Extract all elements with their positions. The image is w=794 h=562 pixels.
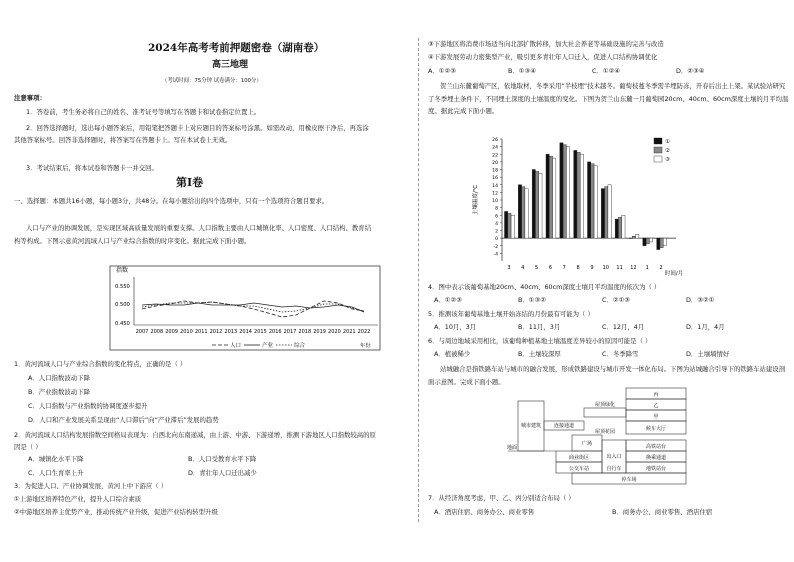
label-roof-green: 屋顶绿化 [594, 402, 616, 408]
station-diagram [504, 385, 764, 495]
chart-2-ytick-label: 18 [492, 168, 498, 174]
chart-1-year-label: 2020 [328, 329, 341, 335]
q6-option-d[interactable]: D．土壤墒情好 [686, 350, 730, 358]
q3-option-a[interactable]: A．①②③ [428, 67, 456, 75]
q5-option-b[interactable]: B．11月，3月 [518, 323, 561, 331]
q2-stem: 2．黄河流域人口结构发展指数空间格局表现为：自西北向东南递减，由上游、中游、下游递增，推测下游地区人口指数较高的原因是（ ） [14, 431, 376, 451]
q3-statement-3: ③下游地区将消费市场适当向北部扩散转移，加大社会养老等基础设施的完善与改造 [428, 40, 664, 48]
chart-2-ytick-label: -4 [493, 252, 498, 258]
chart-2-bar [549, 156, 552, 238]
q2-option-c[interactable]: C．人口生育率上升 [28, 469, 84, 477]
chart-2-xtick-label: 4 [521, 265, 525, 271]
label-ground: 地面 [506, 445, 518, 451]
q5-option-a[interactable]: A．10月，3月 [434, 323, 477, 331]
chart-2-xtick-label: 9 [590, 265, 594, 271]
chart-1-xlabel: 年份 [360, 343, 371, 349]
chart-1-year-label: 2017 [283, 329, 297, 335]
chart-2-ytick-label: -2 [493, 244, 498, 250]
chart-1-year-label: 2008 [150, 329, 164, 335]
chart-2-bar [522, 187, 525, 238]
chart-1-frame [110, 266, 380, 350]
chart-2-legend-label: ③ [665, 157, 670, 163]
chart-2-svg [468, 133, 708, 278]
column-divider [418, 38, 420, 522]
chart-2-legend-swatch [654, 138, 662, 144]
chart-2-xtick-label: 12 [630, 265, 637, 271]
chart-2-bar [594, 166, 597, 238]
chart-1-ytick-0450: 0.450 [115, 321, 130, 327]
passage-1: 人口与产业的协调发展，是实现区域高质量发展的重要支撑。人口指数主要由人口城镇化率、人口密度、人口结构、教育结构等构成。下图示意黄河流域人口与产业综合指数的时序变化。据此完成下面小题。 [14, 224, 372, 245]
box-roof-green [584, 408, 626, 417]
chart-2-ytick-label: 2 [495, 229, 498, 235]
q4-option-a[interactable]: A．①②③ [434, 296, 462, 304]
chart-2-ytick-label: 8 [495, 206, 498, 212]
note-item-2: 2．回答选择题时，选出每小题答案后，用铅笔把答题卡上对应题目的答案标号涂黑。如需改动，用橡皮擦干净后，再选涂其他答案标号。回答非选择题时，将答案写在答题卡上。写在本试卷上无效。 [14, 124, 369, 144]
chart-1-ytick-0500: 0.500 [115, 302, 130, 308]
chart-1-year-label: 2019 [313, 329, 326, 335]
chart-2-ytick-label: 14 [492, 183, 498, 189]
chart-2-legend-swatch [654, 156, 662, 162]
chart-2-bar [605, 187, 608, 238]
chart-2-xtick-label: 2 [659, 265, 663, 271]
q3-option-d[interactable]: D．②③④ [676, 67, 705, 75]
chart-2-bar [518, 185, 521, 238]
q1-option-d[interactable]: D．人口和产业发展关系呈现由“人口滞后”向“产业滞后”发展的趋势 [28, 416, 219, 424]
q6-option-a[interactable]: A．植被稀少 [434, 350, 471, 358]
chart-1-year-label: 2022 [357, 329, 371, 335]
q3-stem: 3．为促进人口、产业协调发展，黄河上中下游应（ ） [14, 482, 168, 490]
label-jia: 甲 [653, 414, 659, 420]
q3-statement-2: ②中游地区培养主优势产业，推动传统产业升级，促进产业结构转型升级 [14, 508, 218, 516]
passage-2: 贺兰山东麓葡萄产区，依地取材，冬季采用“半枝埋”技术越冬。葡萄枝蔓冬季需半埋防冻，开春后出土上架。某试验站研究了冬季埋土条件下，不同埋土深度的土壤温度的变化。下图为贺兰山东麓一月葡萄园20cm、40cm、60cm深度土壤的月平均温度。据此完成下面小题。 [428, 82, 789, 115]
chart-population-industry [108, 263, 384, 353]
chart-2-bar [574, 150, 577, 238]
chart-1-year-label: 2016 [268, 329, 282, 335]
q5-option-d[interactable]: D．1月，4月 [686, 323, 725, 331]
q1-option-a[interactable]: A．人口指数波动下降 [28, 374, 90, 382]
note-item-1: 1．答卷前，考生务必将自己的姓名、准考证号等填写在答题卡和试卷指定位置上。 [26, 108, 261, 116]
chart-2-bar [580, 154, 583, 238]
chart-2-ytick-label: 10 [492, 199, 498, 204]
q5-option-c[interactable]: C．12月，4月 [602, 323, 645, 331]
chart-2-bar [618, 217, 621, 238]
label-transfer: 换乘通道 [645, 455, 667, 461]
chart-2-bar [504, 211, 507, 238]
chart-2-bar [560, 143, 563, 238]
label-roof-garden: 屋顶花园 [594, 429, 616, 435]
q1-option-b[interactable]: B．产业指数波动下降 [28, 388, 90, 396]
chart-2-ytick-label: 4 [495, 221, 498, 227]
label-metro-platform: 地铁站台 [645, 466, 667, 472]
chart-1-year-label: 2012 [209, 329, 223, 335]
chart-1-year-label: 2007 [135, 329, 149, 335]
chart-2-bar [563, 145, 566, 238]
q2-option-a[interactable]: A．城镇化水平下降 [28, 455, 84, 463]
chart-2-bar [646, 238, 649, 244]
chart-2-xtick-label: 6 [548, 265, 553, 271]
chart-2-bar [535, 171, 538, 238]
passage-3: 站城融合是指铁路车站与城市的融合发展，形成铁路建设与城市开发一体化布局。下图为站城融合引导下的铁路车站建设剖面示意图。完成下面小题。 [428, 365, 786, 386]
chart-2-ytick-label: 26 [492, 138, 498, 143]
chart-2-bar [587, 162, 590, 238]
chart-2-ytick-label: 16 [492, 176, 498, 182]
chart-2-ylabel: 土壤温度/℃ [473, 184, 479, 216]
label-bus: 公交车站 [568, 466, 590, 472]
exam-info: （考试时间：75分钟 试卷满分：100分） [162, 78, 262, 84]
label-bing: 丙 [653, 392, 659, 398]
section-title: 第Ⅰ卷 [176, 176, 204, 189]
chart-1-legend-composite: 综合 [294, 343, 306, 349]
right-column [424, 0, 794, 562]
q7-option-a[interactable]: A．酒店住宿、商务办公、商业零售 [434, 508, 535, 516]
chart-2-xtick-label: 8 [576, 265, 580, 271]
chart-2-legend-label: ② [665, 148, 670, 154]
label-plaza: 广场 [581, 441, 593, 447]
chart-2-bar [643, 238, 646, 246]
chart-1-ytick-0550: 0.550 [115, 284, 130, 290]
q1-stem: 1．黄河流域人口与产业综合指数的变化特点，正确的是（ ） [14, 360, 187, 368]
q1-option-c[interactable]: C．人口指数与产业指数的协调度逐步提升 [28, 402, 148, 410]
notes-heading: 注意事项： [14, 94, 46, 102]
chart-2-xtick-label: 5 [534, 265, 539, 271]
chart-2-bar [546, 154, 549, 238]
chart-2-bar [622, 215, 625, 238]
chart-2-xtick-label: 1 [645, 265, 649, 271]
chart-2-bar [553, 158, 556, 238]
label-connection: 连接通道 [553, 423, 575, 429]
chart-1-year-label: 2015 [254, 329, 267, 335]
part1-intro: 一、选择题：本题共16小题，每小题3分，共48分。在每小题给出的四个选项中，只有一个选项符合题目要求。 [14, 197, 329, 205]
station-diagram-svg [504, 385, 764, 495]
chart-1-year-label: 2018 [298, 329, 312, 335]
q3-option-c[interactable]: C．①②④ [592, 67, 621, 75]
chart-2-bar [615, 219, 618, 238]
chart-2-bar [608, 185, 611, 238]
chart-1-year-label: 2010 [180, 329, 193, 335]
chart-2-xtick-label: 10 [602, 265, 609, 271]
chart-1-svg [108, 263, 384, 353]
label-yi: 乙 [653, 403, 659, 409]
chart-2-bar [601, 189, 604, 239]
chart-1-year-label: 2013 [224, 329, 238, 335]
chart-1-line-industry [142, 303, 364, 312]
chart-1-title: 指数 [116, 267, 129, 274]
chart-2-bar [636, 234, 639, 238]
chart-2-ytick-label: 0 [495, 237, 498, 243]
q6-option-b[interactable]: B．土壤较深厚 [518, 350, 561, 358]
chart-2-bar [632, 236, 635, 238]
chart-2-bar [539, 173, 542, 238]
q2-option-b[interactable]: B．人口受教育水平下降 [188, 455, 257, 463]
label-city-building: 城市建筑 [520, 423, 542, 429]
chart-1-year-label: 2014 [239, 329, 252, 335]
chart-1-legend-population: 人口 [230, 343, 242, 349]
chart-2-ytick-label: 20 [492, 160, 498, 166]
label-parking: 停车场 [621, 477, 637, 483]
chart-2-legend-swatch [654, 147, 662, 153]
chart-1-year-label: 2011 [194, 329, 208, 335]
exam-subject: 高三地理 [212, 60, 249, 70]
q3-statement-4: ④下游发展劳动力密集型产业，吸引更多青壮年人口迁入，促进人口结构协调优化 [428, 53, 658, 61]
chart-2-bar [649, 238, 652, 242]
q4-stem: 4．图中表示该葡萄基地20cm、40cm、60cm深度土壤月平均温度的依次为（ ） [428, 283, 661, 291]
chart-2-bar [660, 238, 663, 248]
q6-stem: 6．与周边地域采用相比，该葡萄种植基地土壤温度差异较小的原因可能是（ ） [428, 337, 652, 345]
chart-2-bar [663, 238, 666, 246]
label-entrance: 出入口 [606, 454, 622, 460]
chart-2-ytick-label: 12 [492, 191, 498, 197]
label-commerce: 商业街区 [568, 455, 590, 461]
chart-1-year-ticks [136, 329, 371, 335]
chart-2-bar [511, 215, 514, 238]
q7-stem: 7．从经济角度考虑，甲、乙、丙分别适合布局（ ） [428, 494, 575, 502]
chart-1-year-label: 2021 [342, 329, 356, 335]
chart-2-xtick-label: 11 [616, 265, 623, 271]
chart-2-bar [532, 170, 535, 239]
label-bicycle: 自行车 [606, 466, 622, 472]
q4-option-d[interactable]: D．③②① [686, 296, 715, 304]
q3-statement-1: ①上游地区培养特色产业，提升人口综合素质 [14, 495, 142, 503]
chart-soil-temperature [468, 133, 708, 278]
chart-2-bar [591, 164, 594, 238]
chart-2-bar [525, 189, 528, 239]
chart-2-xlabel: 时间/月 [664, 271, 684, 277]
label-hsr-platform: 高铁站台 [645, 444, 667, 450]
q7-option-b[interactable]: B．商务办公、商业零售、酒店住宿 [612, 508, 713, 516]
chart-2-bar [508, 213, 511, 238]
label-waiting-hall: 候车大厅 [645, 426, 667, 432]
q5-stem: 5．推测该年葡萄基地土壤开始冻结的月份最有可能为（ ） [428, 310, 594, 318]
chart-1-legend-industry: 产业 [262, 343, 274, 349]
chart-1-year-label: 2009 [165, 329, 178, 335]
chart-2-legend-label: ① [665, 139, 670, 145]
chart-2-bar [657, 238, 660, 249]
chart-2-bar [566, 147, 569, 239]
chart-2-ytick-label: 6 [495, 214, 498, 220]
note-item-3: 3．考试结束后，将本试卷和答题卡一并交回。 [26, 164, 158, 172]
chart-2-ytick-label: 24 [492, 145, 498, 151]
q6-option-c[interactable]: C．冬季降雪 [602, 350, 639, 358]
q3-option-b[interactable]: B．①③④ [508, 67, 536, 75]
chart-2-xtick-label: 3 [507, 265, 511, 271]
chart-2-xtick-label: 7 [562, 265, 566, 271]
exam-title: 2024年高考考前押题密卷（湖南卷） [148, 42, 325, 54]
chart-2-ytick-label: 22 [492, 153, 498, 159]
q4-option-b[interactable]: B．①③② [518, 296, 546, 304]
left-column [0, 0, 380, 562]
chart-2-bar [577, 152, 580, 238]
q2-option-d[interactable]: D．青壮年人口迁出减少 [188, 469, 257, 477]
q4-option-c[interactable]: C．②①③ [602, 296, 631, 304]
